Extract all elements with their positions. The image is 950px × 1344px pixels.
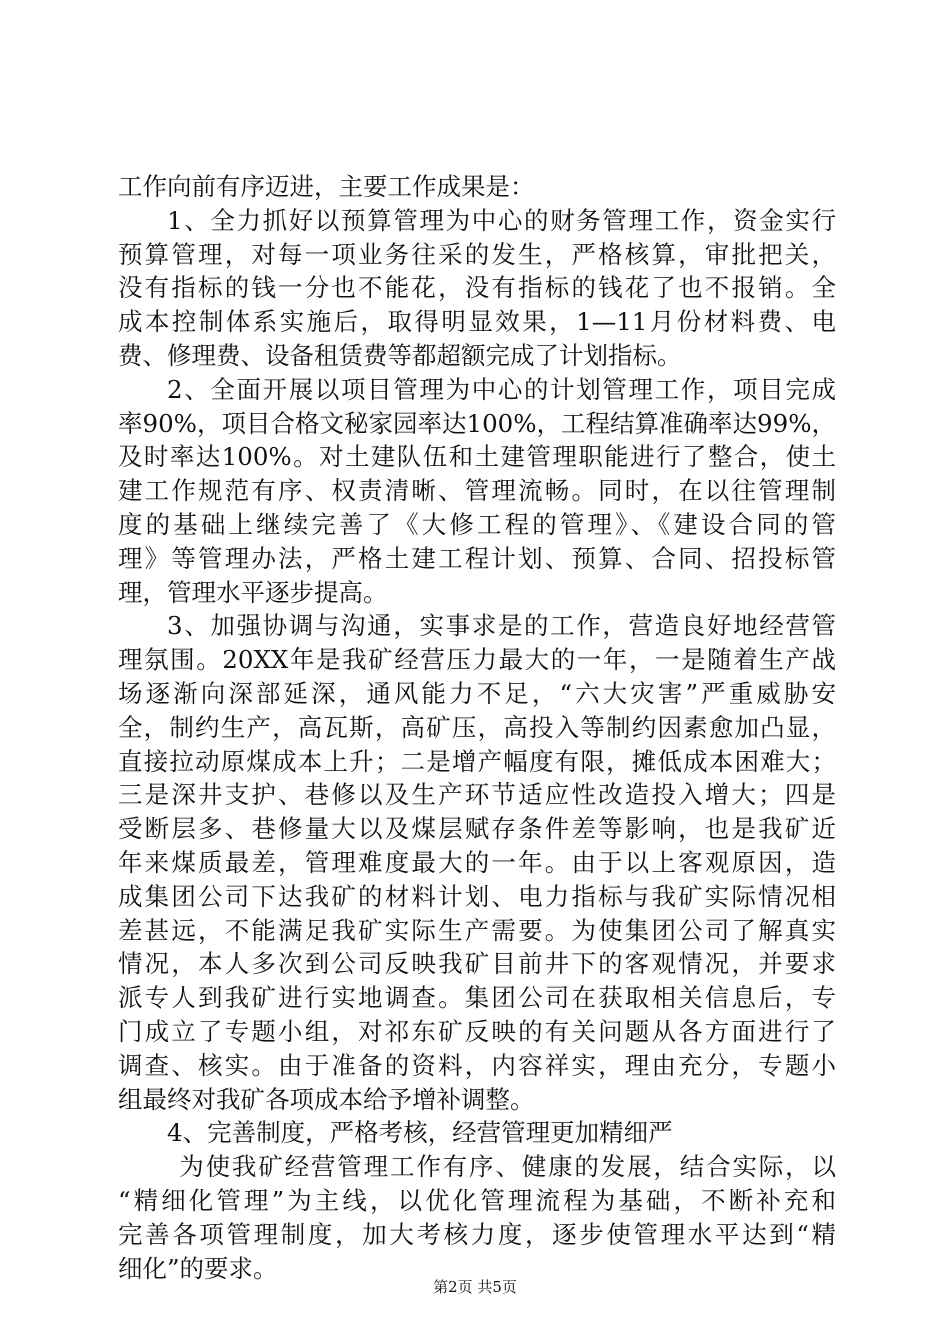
text-line: 组最终对我矿各项成本给予增补调整。	[118, 1084, 535, 1114]
text-line: 门成立了专题小组，对祁东矿反映的有关问题从各方面进行了	[118, 1016, 836, 1046]
text-line: 直接拉动原煤成本上升；二是增产幅度有限，摊低成本困难大；	[118, 746, 836, 776]
text-line: 2、全面开展以项目管理为中心的计划管理工作，项目完成	[167, 374, 836, 404]
page-number: 第2页 共5页	[433, 1278, 517, 1296]
text-line: 细化”的要求。	[118, 1253, 278, 1283]
text-line: 理》等管理办法，严格土建工程计划、预算、合同、招投标管	[118, 543, 836, 573]
text-line: 费、修理费、设备租赁费等都超额完成了计划指标。	[118, 340, 682, 370]
text-line: 受断层多、巷修量大以及煤层赋存条件差等影响，也是我矿近	[118, 814, 836, 844]
text-line: 调查、核实。由于准备的资料，内容祥实，理由充分，专题小	[118, 1050, 836, 1080]
text-line: 3、加强协调与沟通，实事求是的工作，营造良好地经营管	[167, 611, 836, 641]
text-line: “精细化管理”为主线，以优化管理流程为基础，不断补充和	[118, 1185, 836, 1215]
page-footer	[0, 1277, 950, 1297]
text-line: 成集团公司下达我矿的材料计划、电力指标与我矿实际情况相	[118, 881, 836, 911]
text-line: 场逐渐向深部延深，通风能力不足，“六大灾害”严重威胁安	[118, 678, 836, 708]
document-body	[118, 170, 836, 1285]
text-line: 度的基础上继续完善了《大修工程的管理》、《建设合同的管	[118, 509, 836, 539]
text-line: 情况，本人多次到公司反映我矿目前井下的客观情况，并要求	[118, 949, 836, 979]
text-line: 成本控制体系实施后，取得明显效果，1—11月份材料费、电	[118, 307, 836, 337]
text-line: 1、全力抓好以预算管理为中心的财务管理工作，资金实行	[167, 205, 836, 235]
text-line: 三是深井支护、巷修以及生产环节适应性改造投入增大；四是	[118, 780, 836, 810]
text-line: 理，管理水平逐步提高。	[118, 577, 388, 607]
text-line: 4、完善制度，严格考核，经营管理更加精细严	[167, 1118, 673, 1148]
text-line: 预算管理，对每一项业务往采的发生，严格核算，审批把关，	[118, 239, 836, 269]
text-line: 工作向前有序迈进，主要工作成果是：	[118, 172, 535, 201]
text-line: 差甚远，不能满足我矿实际生产需要。为使集团公司了解真实	[118, 915, 836, 945]
text-line: 全，制约生产，高瓦斯，高矿压，高投入等制约因素愈加凸显，	[118, 712, 836, 742]
text-line: 派专人到我矿进行实地调查。集团公司在获取相关信息后，专	[118, 983, 836, 1013]
text-line: 率90%，项目合格文秘家园率达100%，工程结算准确率达99%，	[118, 408, 836, 438]
text-line: 年来煤质最差，管理难度最大的一年。由于以上客观原因，造	[118, 847, 836, 877]
text-line: 完善各项管理制度，加大考核力度，逐步使管理水平达到“精	[118, 1219, 836, 1249]
text-line: 为使我矿经营管理工作有序、健康的发展，结合实际，以	[179, 1152, 836, 1182]
text-line: 及时率达100%。对土建队伍和土建管理职能进行了整合，使土	[118, 442, 836, 472]
text-line: 建工作规范有序、权责清晰、管理流畅。同时，在以往管理制	[118, 476, 836, 506]
text-line: 理氛围。20XX年是我矿经营压力最大的一年，一是随着生产战	[118, 645, 836, 675]
text-line: 没有指标的钱一分也不能花，没有指标的钱花了也不报销。全	[118, 273, 836, 303]
